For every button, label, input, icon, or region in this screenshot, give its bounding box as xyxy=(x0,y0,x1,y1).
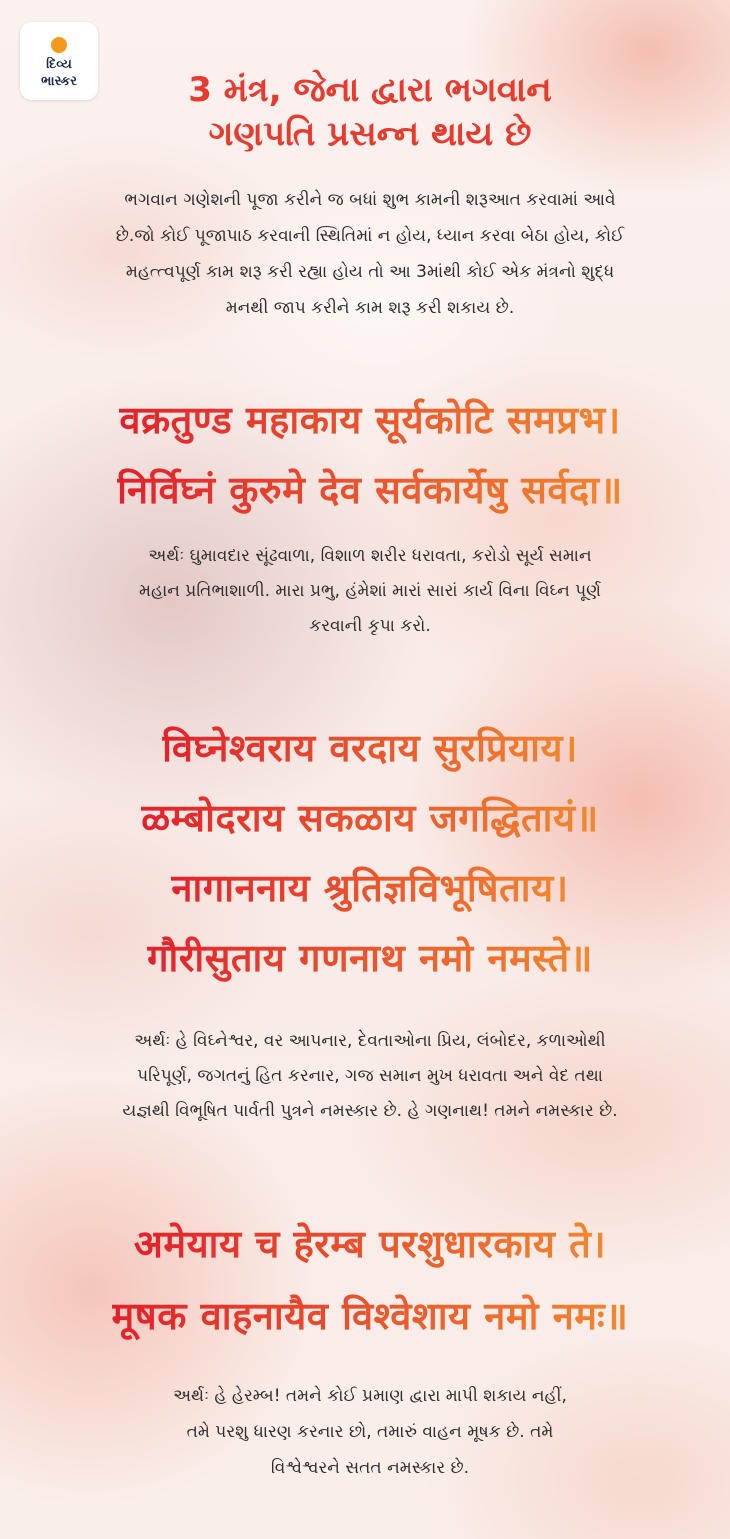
meaning-line: અર્થઃ હે હેરમ્બ! તમને કોઈ પ્રમાણ દ્વારા માપી શકાય નહીં, xyxy=(173,1386,567,1406)
mantra-verse-line xyxy=(30,1280,710,1352)
mantra-verse-text: ळम्बोदराय सकळाय जगद्धितायं॥ xyxy=(141,783,599,853)
mantra-1-meaning xyxy=(30,539,710,644)
meaning-line: અર્થઃ હે વિઘ્નેશ્વર, વર આપનાર, દેવતાઓના પ્રિય, લંબોદર, કળાઓથી xyxy=(134,1031,606,1051)
page-title xyxy=(30,68,710,156)
meaning-line: અર્થઃ ઘુમાવદાર સૂંઢવાળા, વિશાળ શરીર ધરાવતા, કરોડો સૂર્ય સમાન xyxy=(148,546,592,566)
mantra-verse-line xyxy=(30,455,710,525)
sun-icon xyxy=(51,37,67,53)
intro-line: છે.જો કોઈ પૂજાપાઠ કરવાની સ્થિતિમાં ન હોય, ધ્યાન કરવા બેઠા હોય, કોઈ xyxy=(115,226,625,246)
meaning-line: કરવાની કૃપા કરો. xyxy=(309,616,431,636)
title-line: 3 મંત્ર, જેના દ્વારા ભગવાન xyxy=(188,70,552,110)
mantra-verse-line xyxy=(30,853,710,923)
mantra-verse-text: निर्विघ्नं कुरुमे देव सर्वकार्येषु सर्वदा॥ xyxy=(117,455,623,525)
mantra-verse-line xyxy=(30,783,710,853)
mantra-2-meaning xyxy=(30,1024,710,1129)
meaning-line: તમે પરશુ ધારણ કરનાર છો, તમારું વાહન મૂષક છે. તમે xyxy=(186,1422,554,1442)
meaning-line: મહાન પ્રતિભાશાળી. મારા પ્રભુ, હંમેશાં મારાં સારાં કાર્ય વિના વિઘ્ન પૂર્ણ xyxy=(138,581,602,601)
mantra-2-verse xyxy=(30,713,710,993)
mantra-verse-line xyxy=(30,713,710,783)
meaning-line: પરિપૂર્ણ, જગતનું હિત કરનાર, ગજ સમાન મુખ ધરાવતા અને વેદ તથા xyxy=(137,1066,603,1086)
mantra-verse-line xyxy=(30,923,710,993)
mantra-verse-text: नागाननाय श्रुतिज्ञविभूषिताय। xyxy=(171,853,568,923)
mantra-verse-text: मूषक वाहनायैव विश्वेशाय नमो नमः॥ xyxy=(112,1280,629,1352)
intro-paragraph xyxy=(30,182,710,326)
meaning-line: યજ્ઞથી વિભૂષિત પાર્વતી પુત્રને નમસ્કાર છે. હે ગણનાથ! તમને નમસ્કાર છે. xyxy=(122,1101,618,1121)
meaning-line: વિશ્વેશ્વરને સતત નમસ્કાર છે. xyxy=(270,1458,470,1478)
mantra-verse-text: गौरीसुताय गणनाथ नमो नमस्ते॥ xyxy=(147,923,593,993)
mantra-3-verse xyxy=(30,1208,710,1352)
mantra-verse-text: वक्रतुण्ड महाकाय सूर्यकोटि समप्रभ। xyxy=(119,385,620,455)
mantra-verse-text: विघ्नेश्वराय वरदाय सुरप्रियाय। xyxy=(162,713,578,783)
mantra-verse-line xyxy=(30,1208,710,1280)
intro-line: ભગવાન ગણેશની પૂજા કરીને જ બધાં શુભ કામની શરૂઆત કરવામાં આવે xyxy=(124,190,616,210)
logo-text-line2: ભાસ્કર xyxy=(41,74,77,89)
title-line: ગણપતિ પ્રસન્ન થાય છે xyxy=(208,114,532,154)
intro-line: મનથી જાપ કરીને કામ શરૂ કરી શકાય છે. xyxy=(225,298,515,318)
intro-line: મહત્ત્વપૂર્ણ કામ શરૂ કરી રહ્યા હોય તો આ 3માંથી કોઈ એક મંત્રનો શુદ્ધ xyxy=(125,262,615,282)
mantra-verse-text: अमेयाय च हेरम्ब परशुधारकाय ते। xyxy=(134,1208,606,1280)
mantra-verse-line xyxy=(30,385,710,455)
mantra-3-meaning xyxy=(30,1378,710,1486)
logo-text-line1: દિવ્ય xyxy=(46,57,72,72)
mantra-1-verse xyxy=(30,385,710,525)
